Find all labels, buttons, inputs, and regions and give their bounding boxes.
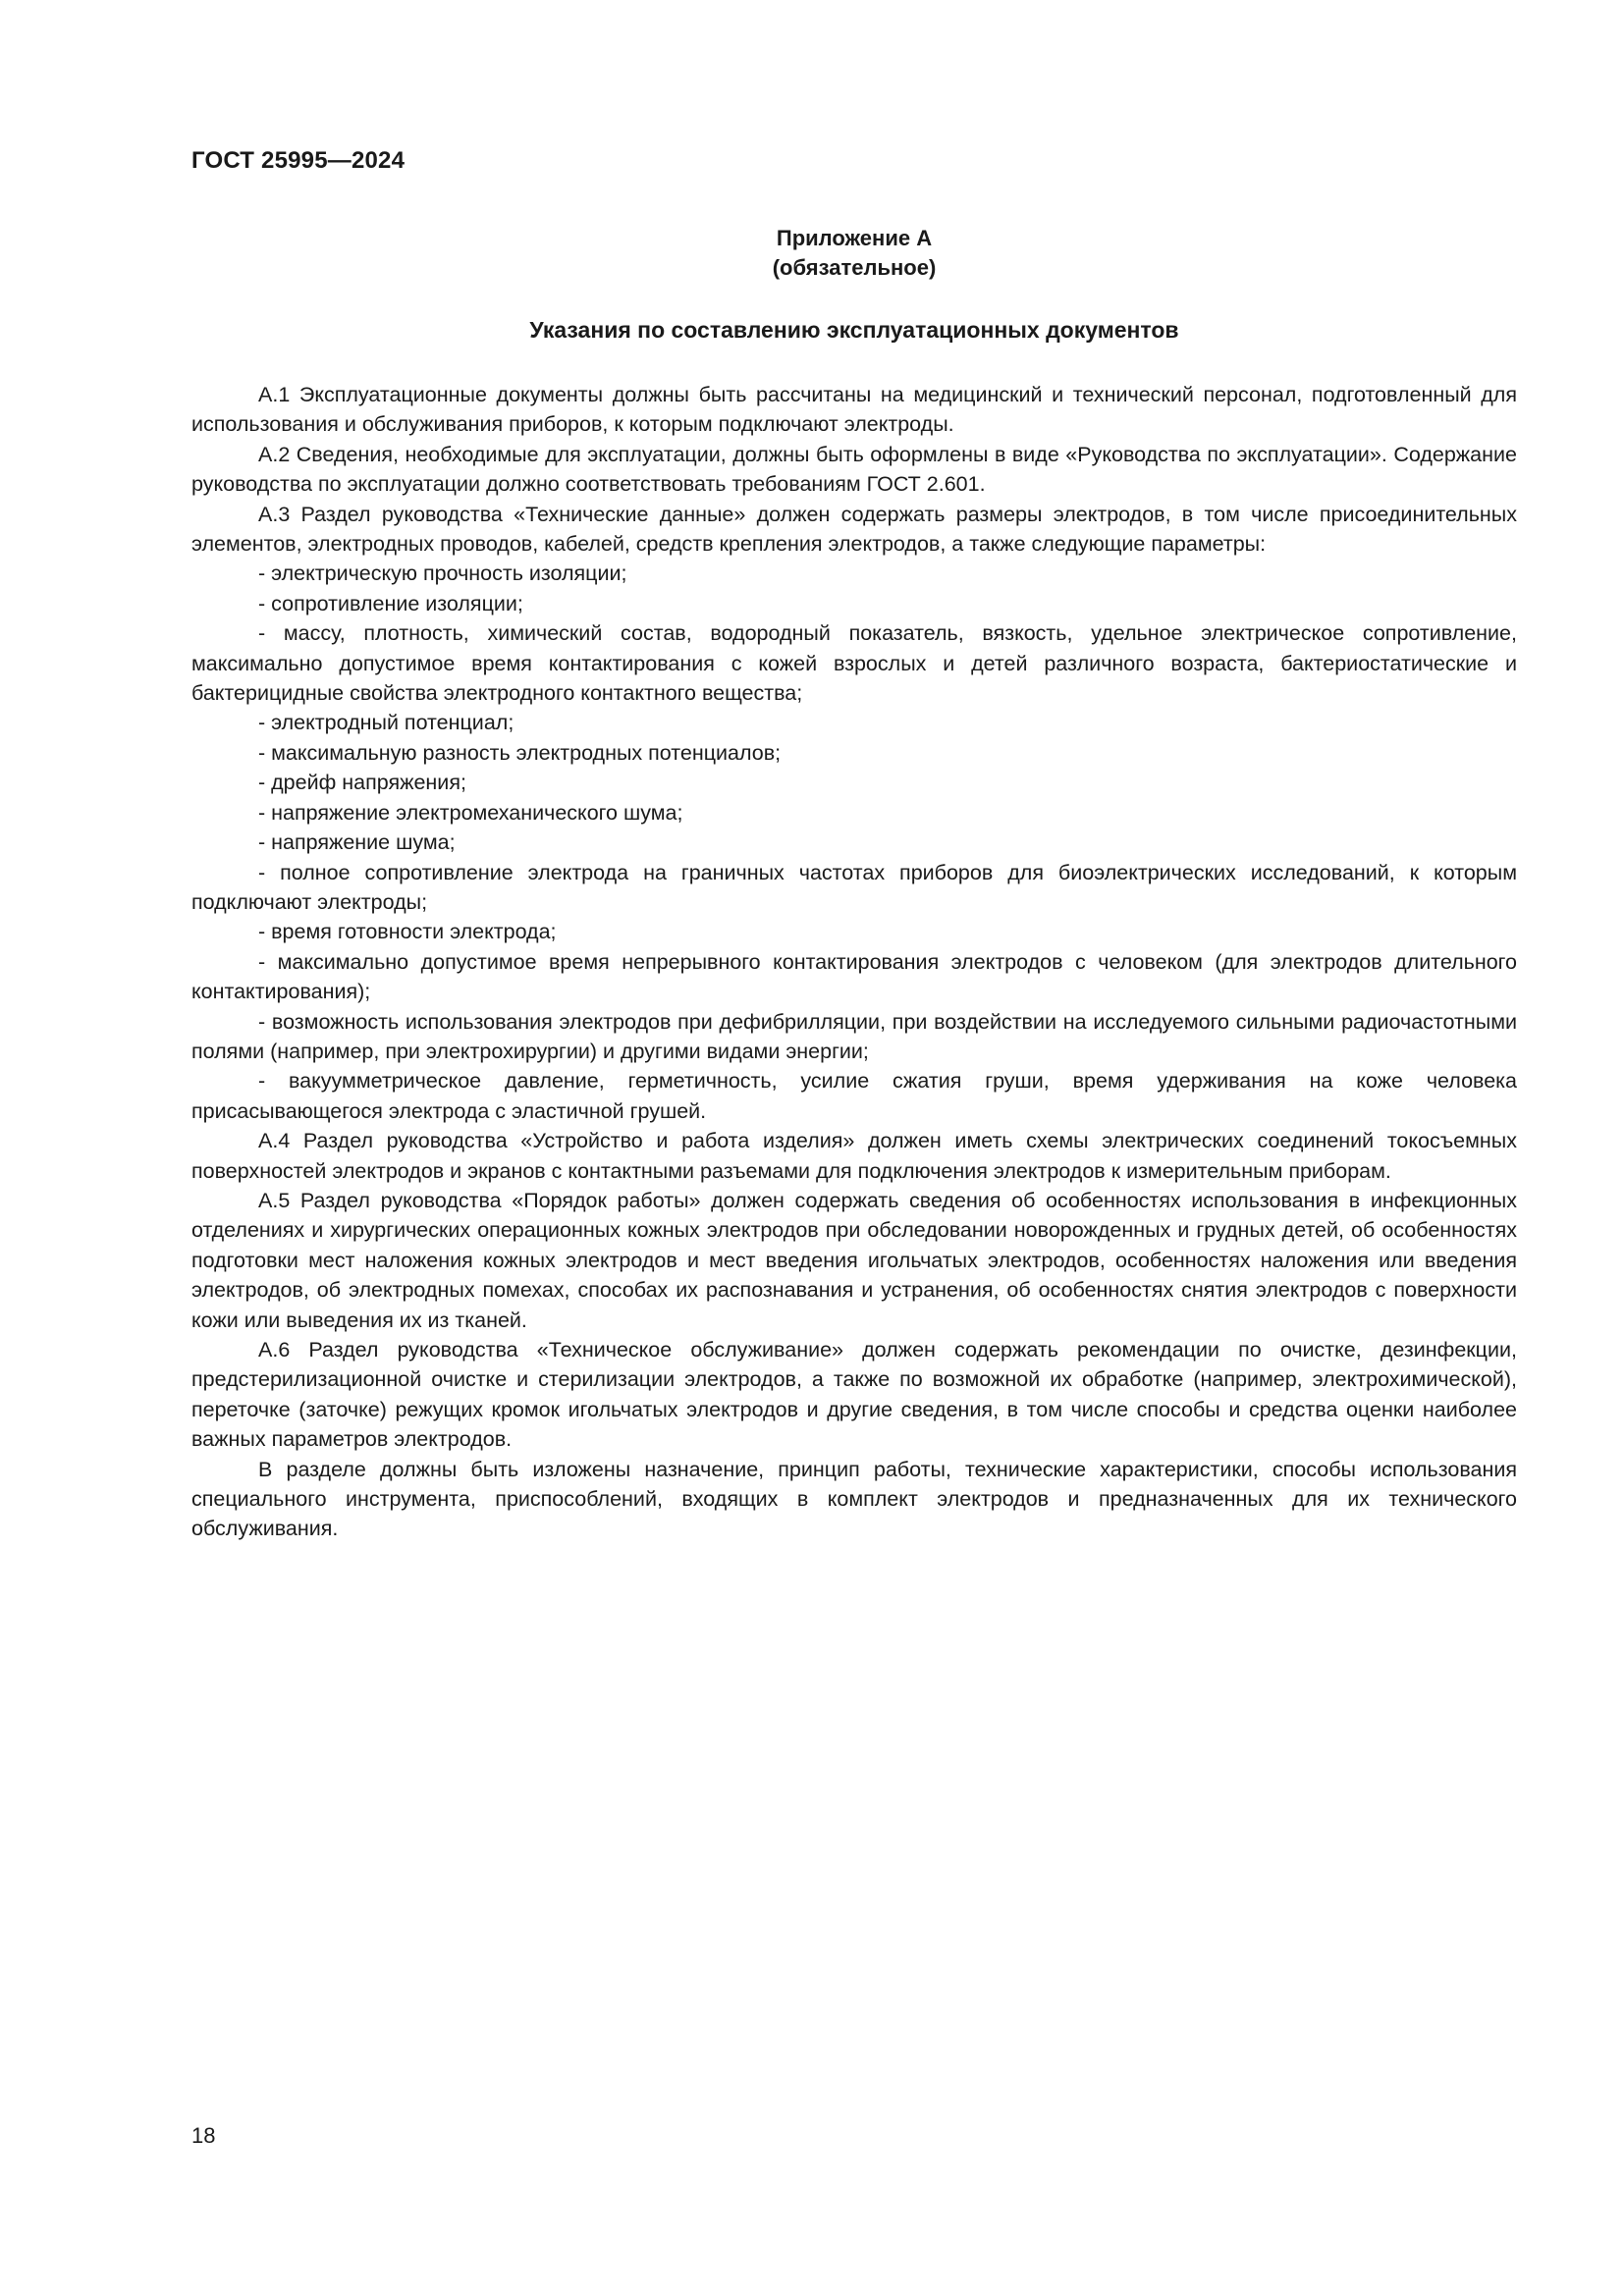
annex-title: Указания по составлению эксплуатационных документов <box>529 317 1179 343</box>
list-item: - возможность использования электродов при дефибрилляции, при воздействии на исследуемого сильными радиочастотными полями (например, при электрохирургии) и другими видами энергии; <box>191 1009 1517 1063</box>
paragraph-a6: А.6 Раздел руководства «Техническое обслуживание» должен содержать рекомендации по очистке, дезинфекции, предстерилизационной очистке и стерилизации электродов, а также по возможной их обработке (например, электрохимической), переточке (заточке) режущих кромок игольчатых электродов и другие сведения, в том числе способы и средства оценки наиболее важных параметров электродов. <box>191 1338 1517 1452</box>
list-item: - напряжение электромеханического шума; <box>258 800 683 825</box>
list-item: - сопротивление изоляции; <box>258 591 523 615</box>
annex-body <box>191 380 1517 1544</box>
paragraph-a6-continuation: В разделе должны быть изложены назначение, принцип работы, технические характеристики, способы использования специального инструмента, приспособлений, входящих в комплект электродов и предназначенных для их технического обслуживания. <box>191 1457 1517 1541</box>
paragraph-a3: А.3 Раздел руководства «Технические данные» должен содержать размеры электродов, в том числе присоединительных элементов, электродных проводов, кабелей, средств крепления электродов, а также следующие параметры: <box>191 502 1517 557</box>
list-item: - полное сопротивление электрода на граничных частотах приборов для биоэлектрических исследований, к которым подключают электроды; <box>191 860 1517 914</box>
document-code: ГОСТ 25995—2024 <box>191 147 406 174</box>
paragraph-a2: А.2 Сведения, необходимые для эксплуатации, должны быть оформлены в виде «Руководства по эксплуатации». Содержание руководства по эксплуатации должно соответствовать требованиям ГОСТ 2.601. <box>191 442 1517 497</box>
list-item: - вакуумметрическое давление, герметичность, усилие сжатия груши, время удерживания на коже человека присасывающегося электрода с эластичной грушей. <box>191 1069 1517 1123</box>
paragraph-a5: А.5 Раздел руководства «Порядок работы» должен содержать сведения об особенностях использования в инфекционных отделениях и хирургических операционных кожных электродов при обследовании новорожденных и грудных детей, об особенностях подготовки мест наложения кожных электродов и мест введения игольчатых электродов, особенностях наложения или введения электродов, об электродных помехах, способах их распознавания и устранения, об особенностях снятия электродов с поверхности кожи или выведения их из тканей. <box>191 1188 1517 1332</box>
annex-heading <box>191 224 1517 283</box>
paragraph-a1: А.1 Эксплуатационные документы должны быть рассчитаны на медицинский и технический персонал, подготовленный для использования и обслуживания приборов, к которым подключают электроды. <box>191 383 1517 437</box>
list-item: - максимальную разность электродных потенциалов; <box>258 740 782 765</box>
list-item: - напряжение шума; <box>258 830 456 855</box>
list-item: - электрическую прочность изоляции; <box>258 561 627 586</box>
list-item: - дрейф напряжения; <box>258 771 466 795</box>
list-item: - массу, плотность, химический состав, водородный показатель, вязкость, удельное электрическое сопротивление, максимально допустимое время контактирования с кожей взрослых и детей различного возраста, бактериостатические и бактерицидные свойства электродного контактного вещества; <box>191 621 1517 706</box>
page-number: 18 <box>191 2123 216 2148</box>
list-item: - время готовности электрода; <box>258 920 557 944</box>
list-item: - максимально допустимое время непрерывного контактирования электродов с человеком (для электродов длительного контактирования); <box>191 949 1517 1004</box>
annex-status: (обязательное) <box>772 255 937 280</box>
annex-label: Приложение А <box>776 226 933 250</box>
list-item: - электродный потенциал; <box>258 711 514 735</box>
paragraph-a4: А.4 Раздел руководства «Устройство и работа изделия» должен иметь схемы электрических соединений токосъемных поверхностей электродов и экранов с контактными разъемами для подключения электродов к измерительным приборам. <box>191 1129 1517 1183</box>
